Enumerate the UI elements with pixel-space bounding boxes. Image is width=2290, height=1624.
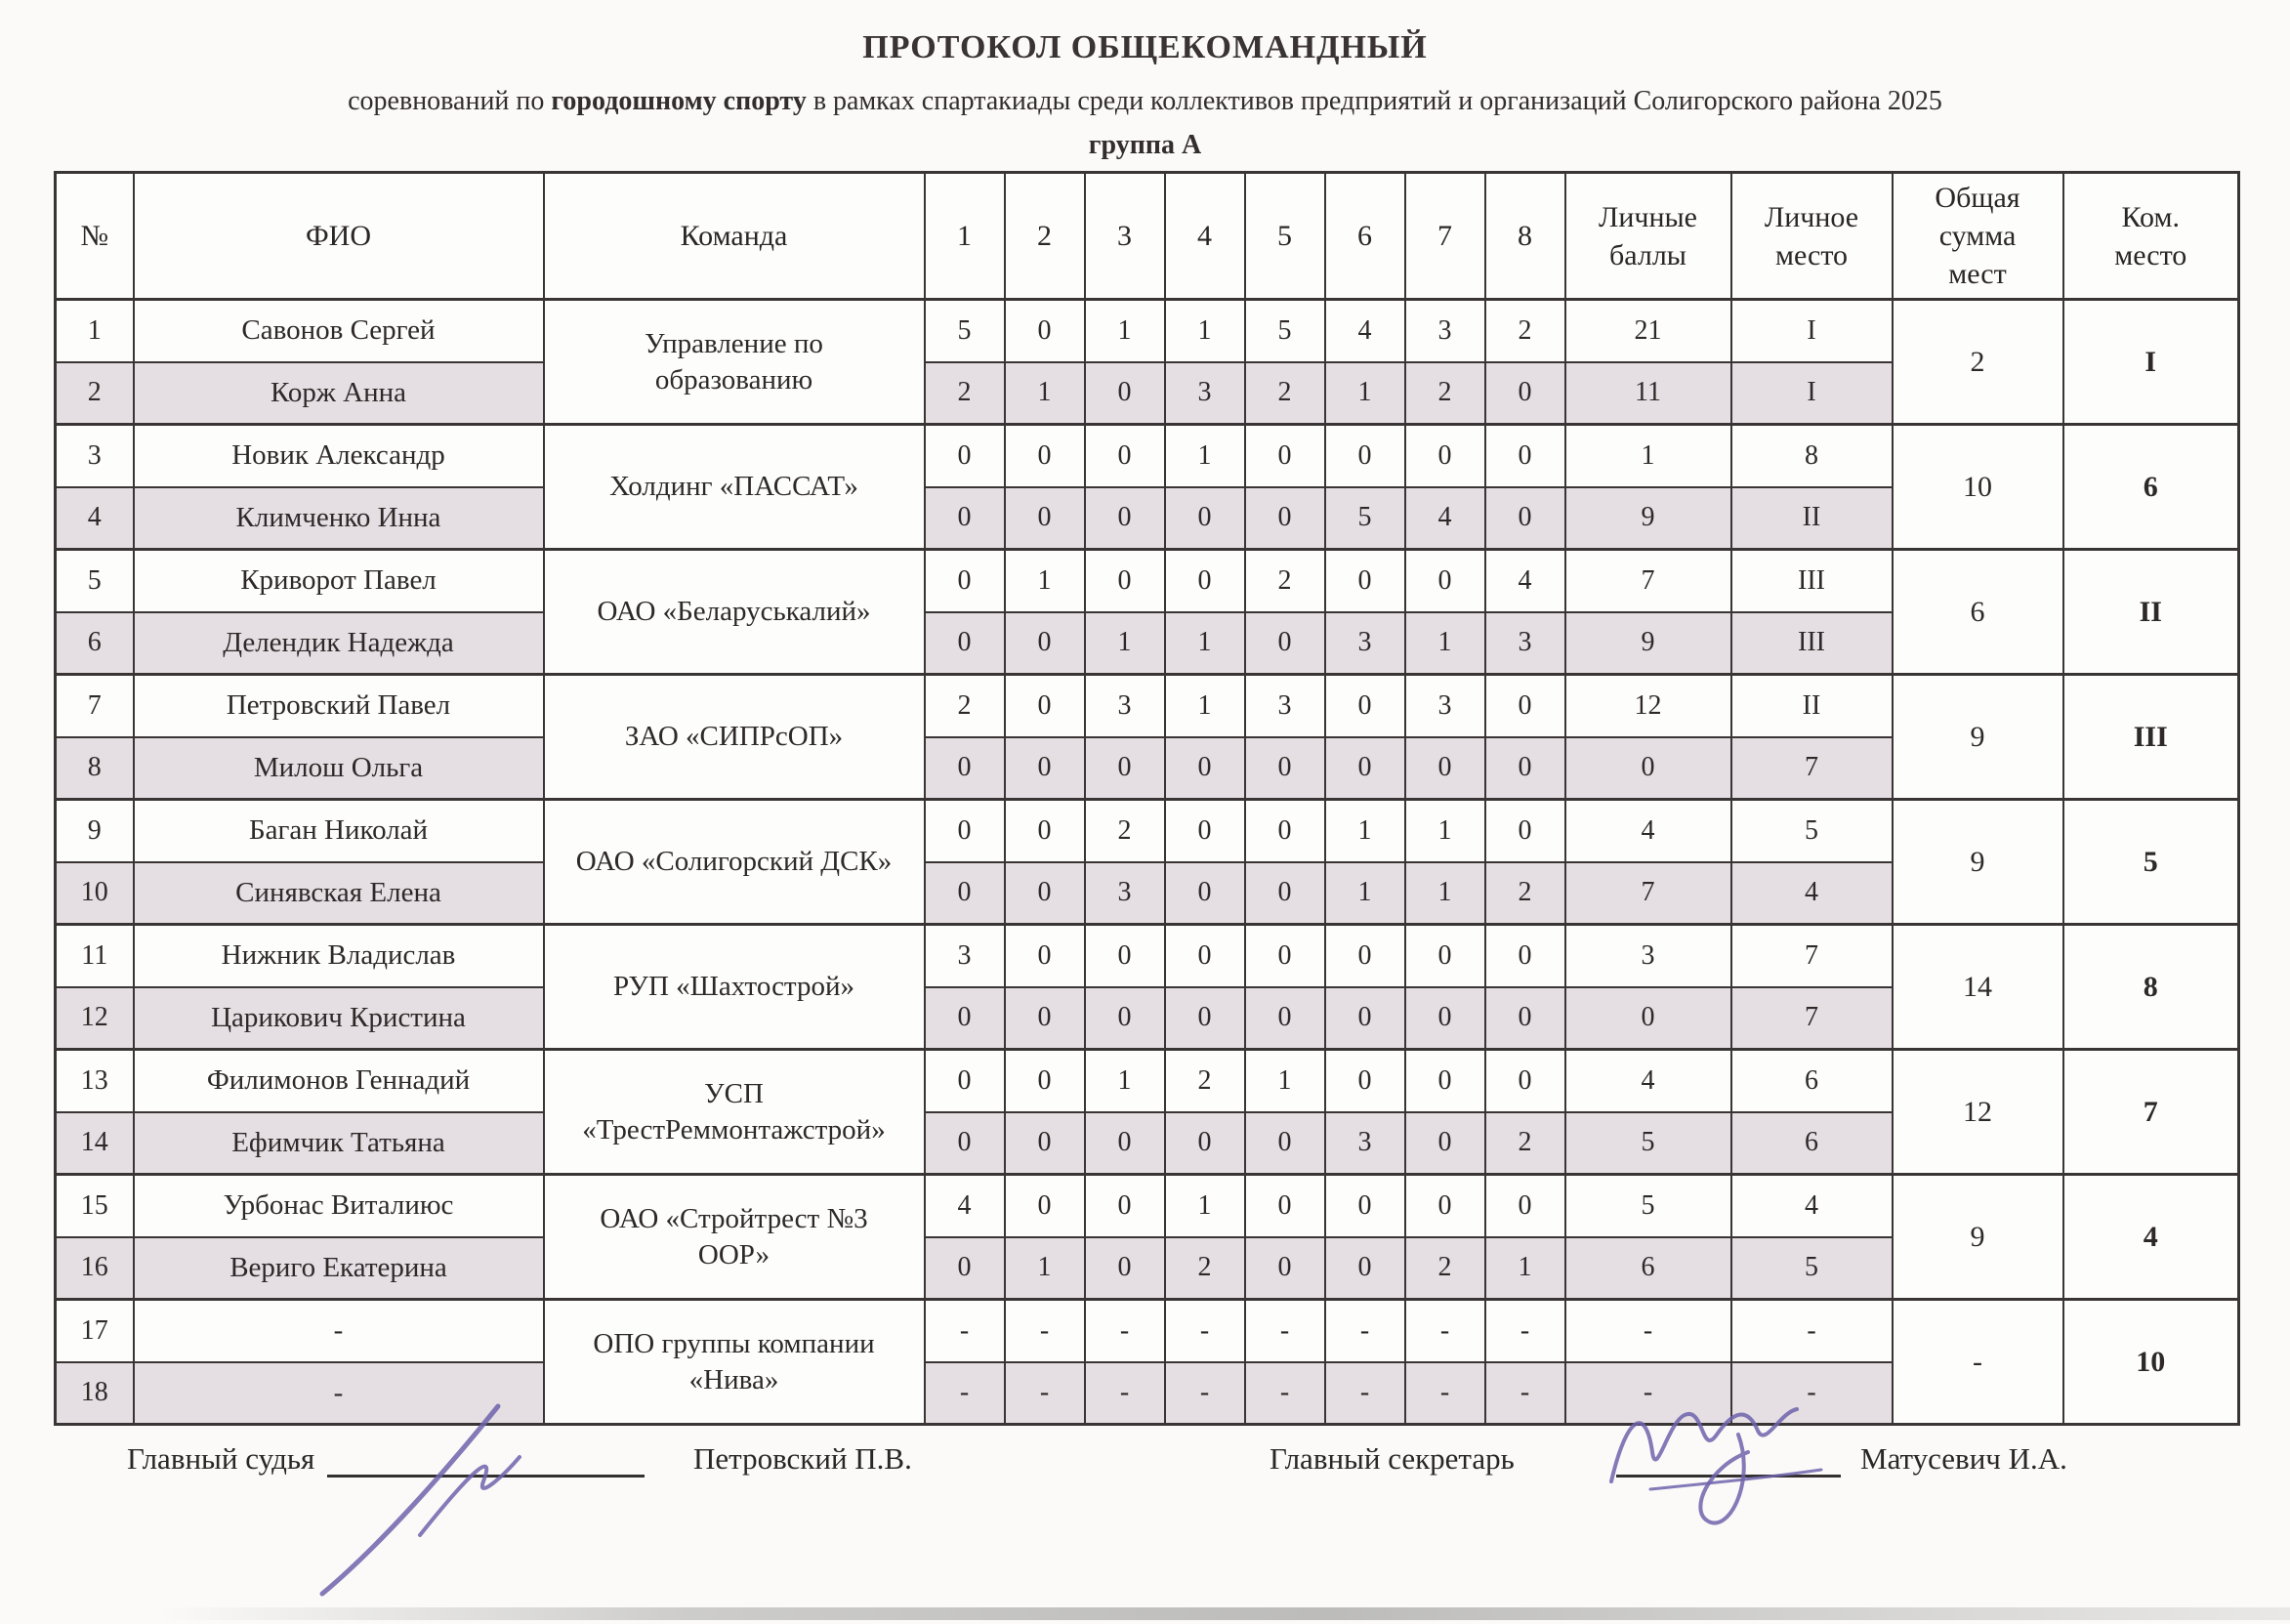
column-header-round-8: 8 xyxy=(1485,173,1565,300)
score-cell: 0 xyxy=(1165,925,1245,987)
score-cell: 1 xyxy=(1165,675,1245,737)
personal-place-cell: I xyxy=(1731,362,1893,425)
personal-points-cell: 12 xyxy=(1565,675,1731,737)
row-number-cell: 15 xyxy=(56,1175,134,1237)
score-cell: 0 xyxy=(1165,1112,1245,1175)
team-name: Холдинг «ПАССАТ» xyxy=(609,471,858,503)
score-cell: 0 xyxy=(1245,612,1325,675)
athlete-name-cell: Ефимчик Татьяна xyxy=(134,1112,544,1175)
score-cell: 3 xyxy=(925,925,1005,987)
personal-place-cell: I xyxy=(1731,300,1893,362)
score-cell: 0 xyxy=(1245,1237,1325,1300)
athlete-name-cell: Филимонов Геннадий xyxy=(134,1050,544,1112)
team-place-cell: 8 xyxy=(2063,925,2239,1050)
secretary-name: Матусевич И.А. xyxy=(1860,1441,2067,1476)
score-cell: 0 xyxy=(925,737,1005,800)
table-row xyxy=(56,925,2239,987)
score-cell: 0 xyxy=(1085,1175,1165,1237)
personal-points-cell: 7 xyxy=(1565,862,1731,925)
team-place-cell: III xyxy=(2063,675,2239,800)
team-name-cell xyxy=(544,425,925,550)
score-cell: 0 xyxy=(1485,675,1565,737)
score-cell: 0 xyxy=(1005,487,1085,550)
athlete-name-cell: Новик Александр xyxy=(134,425,544,487)
personal-place-cell: III xyxy=(1731,550,1893,612)
score-cell: 0 xyxy=(1005,1175,1085,1237)
score-cell: 1 xyxy=(1165,1175,1245,1237)
scan-artifact-band xyxy=(156,1607,2290,1620)
personal-points-cell: 0 xyxy=(1565,987,1731,1050)
total-places-cell: 10 xyxy=(1893,425,2063,550)
personal-place-cell: 5 xyxy=(1731,1237,1893,1300)
score-cell: 0 xyxy=(1165,800,1245,862)
score-cell: 0 xyxy=(1405,1050,1485,1112)
team-place-cell: 6 xyxy=(2063,425,2239,550)
score-cell: 0 xyxy=(1485,737,1565,800)
total-places-cell: 9 xyxy=(1893,800,2063,925)
personal-place-cell: 5 xyxy=(1731,800,1893,862)
page-title: ПРОТОКОЛ ОБЩЕКОМАНДНЫЙ xyxy=(862,29,1428,65)
score-cell: 3 xyxy=(1405,300,1485,362)
total-places-cell: 14 xyxy=(1893,925,2063,1050)
score-cell: 3 xyxy=(1485,612,1565,675)
score-cell: 0 xyxy=(925,1050,1005,1112)
team-place-cell: 10 xyxy=(2063,1300,2239,1425)
row-number-cell: 14 xyxy=(56,1112,134,1175)
athlete-name-cell: Баган Николай xyxy=(134,800,544,862)
team-name-cell xyxy=(544,300,925,425)
team-name-cell xyxy=(544,675,925,800)
total-places-cell: - xyxy=(1893,1300,2063,1425)
row-number-cell: 1 xyxy=(56,300,134,362)
personal-place-cell: III xyxy=(1731,612,1893,675)
score-cell: 4 xyxy=(1325,300,1405,362)
personal-place-cell: 4 xyxy=(1731,1175,1893,1237)
score-cell: 2 xyxy=(1085,800,1165,862)
score-cell: 0 xyxy=(1005,675,1085,737)
score-cell: 1 xyxy=(1405,800,1485,862)
score-cell: 0 xyxy=(925,862,1005,925)
team-name-cell xyxy=(544,800,925,925)
column-header-total-places: Общая сумма мест xyxy=(1893,173,2063,300)
score-cell: - xyxy=(925,1300,1005,1362)
table-row xyxy=(56,425,2239,487)
athlete-name-cell: Криворот Павел xyxy=(134,550,544,612)
score-cell: 5 xyxy=(925,300,1005,362)
personal-points-cell: 4 xyxy=(1565,1050,1731,1112)
score-cell: 0 xyxy=(1085,487,1165,550)
personal-points-cell: 3 xyxy=(1565,925,1731,987)
score-cell: 0 xyxy=(1005,300,1085,362)
row-number-cell: 3 xyxy=(56,425,134,487)
score-cell: - xyxy=(1165,1362,1245,1425)
score-cell: - xyxy=(1165,1300,1245,1362)
score-cell: 0 xyxy=(1085,1237,1165,1300)
score-cell: 4 xyxy=(1485,550,1565,612)
score-cell: 0 xyxy=(1325,550,1405,612)
row-number-cell: 10 xyxy=(56,862,134,925)
score-cell: 0 xyxy=(1245,800,1325,862)
score-cell: 1 xyxy=(1005,362,1085,425)
score-cell: 0 xyxy=(1485,987,1565,1050)
total-places-cell: 12 xyxy=(1893,1050,2063,1175)
score-cell: 3 xyxy=(1245,675,1325,737)
total-places-cell: 2 xyxy=(1893,300,2063,425)
row-number-cell: 17 xyxy=(56,1300,134,1362)
team-name: ОПО группы компании «Нива» xyxy=(593,1328,875,1395)
athlete-name-cell: Савонов Сергей xyxy=(134,300,544,362)
score-cell: 1 xyxy=(1085,612,1165,675)
team-name-cell xyxy=(544,1050,925,1175)
column-header-name: ФИО xyxy=(134,173,544,300)
score-cell: 3 xyxy=(1405,675,1485,737)
score-cell: 0 xyxy=(925,800,1005,862)
personal-points-cell: - xyxy=(1565,1300,1731,1362)
score-cell: 0 xyxy=(1485,425,1565,487)
athlete-name-cell: Климченко Инна xyxy=(134,487,544,550)
score-cell: 1 xyxy=(1325,800,1405,862)
score-cell: - xyxy=(1245,1300,1325,1362)
score-cell: 0 xyxy=(1005,987,1085,1050)
score-cell: 2 xyxy=(1245,550,1325,612)
score-cell: 0 xyxy=(1485,800,1565,862)
personal-place-cell: II xyxy=(1731,675,1893,737)
score-cell: 0 xyxy=(1325,737,1405,800)
score-cell: 0 xyxy=(1005,800,1085,862)
athlete-name-cell: Царикович Кристина xyxy=(134,987,544,1050)
score-cell: 2 xyxy=(1485,1112,1565,1175)
row-number-cell: 2 xyxy=(56,362,134,425)
personal-points-cell: 4 xyxy=(1565,800,1731,862)
score-cell: - xyxy=(1245,1362,1325,1425)
score-cell: 0 xyxy=(1245,425,1325,487)
team-place-cell: 7 xyxy=(2063,1050,2239,1175)
team-name: ЗАО «СИПРсОП» xyxy=(624,721,844,753)
athlete-name-cell: Синявская Елена xyxy=(134,862,544,925)
score-cell: 3 xyxy=(1325,1112,1405,1175)
personal-place-cell: 7 xyxy=(1731,987,1893,1050)
team-name-cell xyxy=(544,925,925,1050)
score-cell: 2 xyxy=(1165,1237,1245,1300)
team-place-cell: 5 xyxy=(2063,800,2239,925)
score-cell: 0 xyxy=(1085,1112,1165,1175)
score-cell: 1 xyxy=(1485,1237,1565,1300)
score-cell: - xyxy=(1325,1362,1405,1425)
personal-points-cell: 0 xyxy=(1565,737,1731,800)
score-cell: 0 xyxy=(1245,925,1325,987)
subtitle xyxy=(0,86,2290,117)
score-cell: 0 xyxy=(1405,925,1485,987)
score-cell: - xyxy=(1085,1362,1165,1425)
score-cell: 0 xyxy=(1405,987,1485,1050)
score-cell: 5 xyxy=(1325,487,1405,550)
score-cell: - xyxy=(1325,1300,1405,1362)
score-cell: 2 xyxy=(1485,862,1565,925)
personal-points-cell: 21 xyxy=(1565,300,1731,362)
personal-place-cell: 7 xyxy=(1731,737,1893,800)
score-cell: 0 xyxy=(1085,362,1165,425)
column-header-number: № xyxy=(56,173,134,300)
athlete-name-cell: Вериго Екатерина xyxy=(134,1237,544,1300)
score-cell: 0 xyxy=(1085,425,1165,487)
score-cell: 0 xyxy=(1405,1112,1485,1175)
score-cell: 1 xyxy=(1245,1050,1325,1112)
row-number-cell: 12 xyxy=(56,987,134,1050)
score-cell: 0 xyxy=(925,550,1005,612)
score-cell: 1 xyxy=(1405,612,1485,675)
athlete-name-cell: - xyxy=(134,1362,544,1425)
score-cell: 0 xyxy=(1325,1237,1405,1300)
score-cell: 0 xyxy=(1005,925,1085,987)
score-cell: 3 xyxy=(1165,362,1245,425)
document-footer xyxy=(0,1428,2290,1603)
row-number-cell: 4 xyxy=(56,487,134,550)
score-cell: 0 xyxy=(1085,737,1165,800)
score-cell: 0 xyxy=(1405,550,1485,612)
row-number-cell: 16 xyxy=(56,1237,134,1300)
column-header-round-6: 6 xyxy=(1325,173,1405,300)
personal-place-cell: - xyxy=(1731,1362,1893,1425)
table-row xyxy=(56,1175,2239,1237)
score-cell: 0 xyxy=(925,1112,1005,1175)
score-cell: 0 xyxy=(1005,425,1085,487)
judge-signature-line xyxy=(327,1475,645,1478)
judge-name: Петровский П.В. xyxy=(693,1441,912,1476)
score-cell: 2 xyxy=(1405,1237,1485,1300)
score-cell: - xyxy=(1405,1300,1485,1362)
score-cell: - xyxy=(925,1362,1005,1425)
score-cell: 0 xyxy=(1085,550,1165,612)
team-name: ОАО «Беларуськалий» xyxy=(597,596,871,628)
score-cell: 0 xyxy=(1485,362,1565,425)
score-cell: 0 xyxy=(1245,987,1325,1050)
team-name-cell xyxy=(544,1175,925,1300)
table-header-row xyxy=(56,173,2239,300)
table-row xyxy=(56,675,2239,737)
row-number-cell: 13 xyxy=(56,1050,134,1112)
table-row xyxy=(56,800,2239,862)
column-header-round-2: 2 xyxy=(1005,173,1085,300)
score-cell: 0 xyxy=(1245,862,1325,925)
score-cell: 0 xyxy=(925,612,1005,675)
team-place-cell: II xyxy=(2063,550,2239,675)
score-cell: 0 xyxy=(1325,1050,1405,1112)
athlete-name-cell: - xyxy=(134,1300,544,1362)
athlete-name-cell: Делендик Надежда xyxy=(134,612,544,675)
personal-place-cell: 8 xyxy=(1731,425,1893,487)
personal-points-cell: 5 xyxy=(1565,1175,1731,1237)
score-cell: - xyxy=(1005,1300,1085,1362)
judge-label: Главный судья xyxy=(127,1441,315,1476)
personal-place-cell: 6 xyxy=(1731,1050,1893,1112)
score-cell: 0 xyxy=(1485,1175,1565,1237)
table-row xyxy=(56,300,2239,362)
table-row xyxy=(56,1050,2239,1112)
athlete-name-cell: Урбонас Виталиюс xyxy=(134,1175,544,1237)
row-number-cell: 9 xyxy=(56,800,134,862)
personal-place-cell: 4 xyxy=(1731,862,1893,925)
score-cell: 3 xyxy=(1325,612,1405,675)
column-header-round-7: 7 xyxy=(1405,173,1485,300)
score-cell: 0 xyxy=(1405,737,1485,800)
personal-place-cell: 7 xyxy=(1731,925,1893,987)
score-cell: 0 xyxy=(1005,862,1085,925)
personal-points-cell: 7 xyxy=(1565,550,1731,612)
score-cell: - xyxy=(1485,1300,1565,1362)
score-cell: 1 xyxy=(1165,425,1245,487)
column-header-round-1: 1 xyxy=(925,173,1005,300)
score-cell: 3 xyxy=(1085,862,1165,925)
column-header-team: Команда xyxy=(544,173,925,300)
column-header-team-place: Ком. место xyxy=(2063,173,2239,300)
score-cell: - xyxy=(1485,1362,1565,1425)
column-header-round-3: 3 xyxy=(1085,173,1165,300)
score-cell: 2 xyxy=(1165,1050,1245,1112)
row-number-cell: 7 xyxy=(56,675,134,737)
score-cell: 0 xyxy=(1165,737,1245,800)
score-cell: 0 xyxy=(1165,550,1245,612)
score-cell: 1 xyxy=(1165,612,1245,675)
athlete-name-cell: Нижник Владислав xyxy=(134,925,544,987)
subtitle-sport: городошному спорту xyxy=(551,86,807,116)
personal-points-cell: - xyxy=(1565,1362,1731,1425)
team-name-cell xyxy=(544,550,925,675)
score-cell: 0 xyxy=(1405,425,1485,487)
total-places-cell: 9 xyxy=(1893,675,2063,800)
score-cell: 1 xyxy=(1085,300,1165,362)
personal-place-cell: 6 xyxy=(1731,1112,1893,1175)
score-cell: 0 xyxy=(1485,925,1565,987)
score-cell: 1 xyxy=(1005,550,1085,612)
row-number-cell: 6 xyxy=(56,612,134,675)
group-label: группа А xyxy=(1088,130,1202,160)
score-cell: 0 xyxy=(1245,1175,1325,1237)
score-cell: 4 xyxy=(925,1175,1005,1237)
score-cell: 1 xyxy=(1325,362,1405,425)
score-cell: 2 xyxy=(1405,362,1485,425)
score-cell: 0 xyxy=(1165,987,1245,1050)
secretary-label: Главный секретарь xyxy=(1270,1441,1515,1476)
score-cell: 4 xyxy=(1405,487,1485,550)
team-name: ОАО «Солигорский ДСК» xyxy=(575,846,893,878)
personal-place-cell: II xyxy=(1731,487,1893,550)
row-number-cell: 5 xyxy=(56,550,134,612)
personal-points-cell: 9 xyxy=(1565,612,1731,675)
table-row xyxy=(56,1300,2239,1362)
score-cell: 0 xyxy=(1325,425,1405,487)
score-cell: 0 xyxy=(1325,925,1405,987)
team-name: УСП «ТрестРеммонтажстрой» xyxy=(582,1078,886,1145)
score-cell: 0 xyxy=(1165,862,1245,925)
score-cell: 2 xyxy=(1485,300,1565,362)
score-cell: 0 xyxy=(1005,1050,1085,1112)
score-cell: 1 xyxy=(1405,862,1485,925)
team-name-cell xyxy=(544,1300,925,1425)
score-cell: 1 xyxy=(1005,1237,1085,1300)
personal-points-cell: 9 xyxy=(1565,487,1731,550)
protocol-table-body xyxy=(56,300,2239,1425)
athlete-name-cell: Милош Ольга xyxy=(134,737,544,800)
subtitle-prefix: соревнований по xyxy=(348,86,552,116)
personal-points-cell: 11 xyxy=(1565,362,1731,425)
score-cell: 1 xyxy=(1085,1050,1165,1112)
score-cell: 0 xyxy=(1085,987,1165,1050)
total-places-cell: 9 xyxy=(1893,1175,2063,1300)
score-cell: 0 xyxy=(1245,1112,1325,1175)
score-cell: 5 xyxy=(1245,300,1325,362)
score-cell: 0 xyxy=(1325,987,1405,1050)
score-cell: 2 xyxy=(925,362,1005,425)
score-cell: 0 xyxy=(1005,612,1085,675)
secretary-signature-line xyxy=(1616,1475,1841,1478)
score-cell: 2 xyxy=(925,675,1005,737)
score-cell: 0 xyxy=(1165,487,1245,550)
total-places-cell: 6 xyxy=(1893,550,2063,675)
personal-points-cell: 5 xyxy=(1565,1112,1731,1175)
protocol-table xyxy=(54,171,2240,1426)
score-cell: 0 xyxy=(1405,1175,1485,1237)
column-header-round-4: 4 xyxy=(1165,173,1245,300)
subtitle-suffix: в рамках спартакиады среди коллективов предприятий и организаций Солигорского района 2025 xyxy=(806,86,1942,116)
team-place-cell: 4 xyxy=(2063,1175,2239,1300)
score-cell: 0 xyxy=(1085,925,1165,987)
score-cell: 0 xyxy=(925,425,1005,487)
athlete-name-cell: Корж Анна xyxy=(134,362,544,425)
score-cell: 0 xyxy=(1325,1175,1405,1237)
score-cell: - xyxy=(1405,1362,1485,1425)
score-cell: 0 xyxy=(1325,675,1405,737)
table-row xyxy=(56,550,2239,612)
column-header-personal-place: Личное место xyxy=(1731,173,1893,300)
score-cell: 2 xyxy=(1245,362,1325,425)
score-cell: 0 xyxy=(1245,737,1325,800)
team-name: ОАО «Стройтрест №3 ООР» xyxy=(600,1203,868,1270)
score-cell: 0 xyxy=(1005,737,1085,800)
personal-place-cell: - xyxy=(1731,1300,1893,1362)
row-number-cell: 11 xyxy=(56,925,134,987)
score-cell: 0 xyxy=(925,1237,1005,1300)
athlete-name-cell: Петровский Павел xyxy=(134,675,544,737)
personal-points-cell: 6 xyxy=(1565,1237,1731,1300)
score-cell: 1 xyxy=(1325,862,1405,925)
row-number-cell: 8 xyxy=(56,737,134,800)
score-cell: 0 xyxy=(1485,1050,1565,1112)
column-header-personal-points: Личные баллы xyxy=(1565,173,1731,300)
score-cell: - xyxy=(1005,1362,1085,1425)
team-name: Управление по образованию xyxy=(645,328,823,396)
personal-points-cell: 1 xyxy=(1565,425,1731,487)
score-cell: 0 xyxy=(1005,1112,1085,1175)
score-cell: 0 xyxy=(1245,487,1325,550)
team-name: РУП «Шахтострой» xyxy=(613,971,854,1003)
row-number-cell: 18 xyxy=(56,1362,134,1425)
column-header-round-5: 5 xyxy=(1245,173,1325,300)
score-cell: - xyxy=(1085,1300,1165,1362)
team-place-cell: I xyxy=(2063,300,2239,425)
score-cell: 0 xyxy=(925,487,1005,550)
score-cell: 1 xyxy=(1165,300,1245,362)
score-cell: 0 xyxy=(925,987,1005,1050)
score-cell: 3 xyxy=(1085,675,1165,737)
score-cell: 0 xyxy=(1485,487,1565,550)
